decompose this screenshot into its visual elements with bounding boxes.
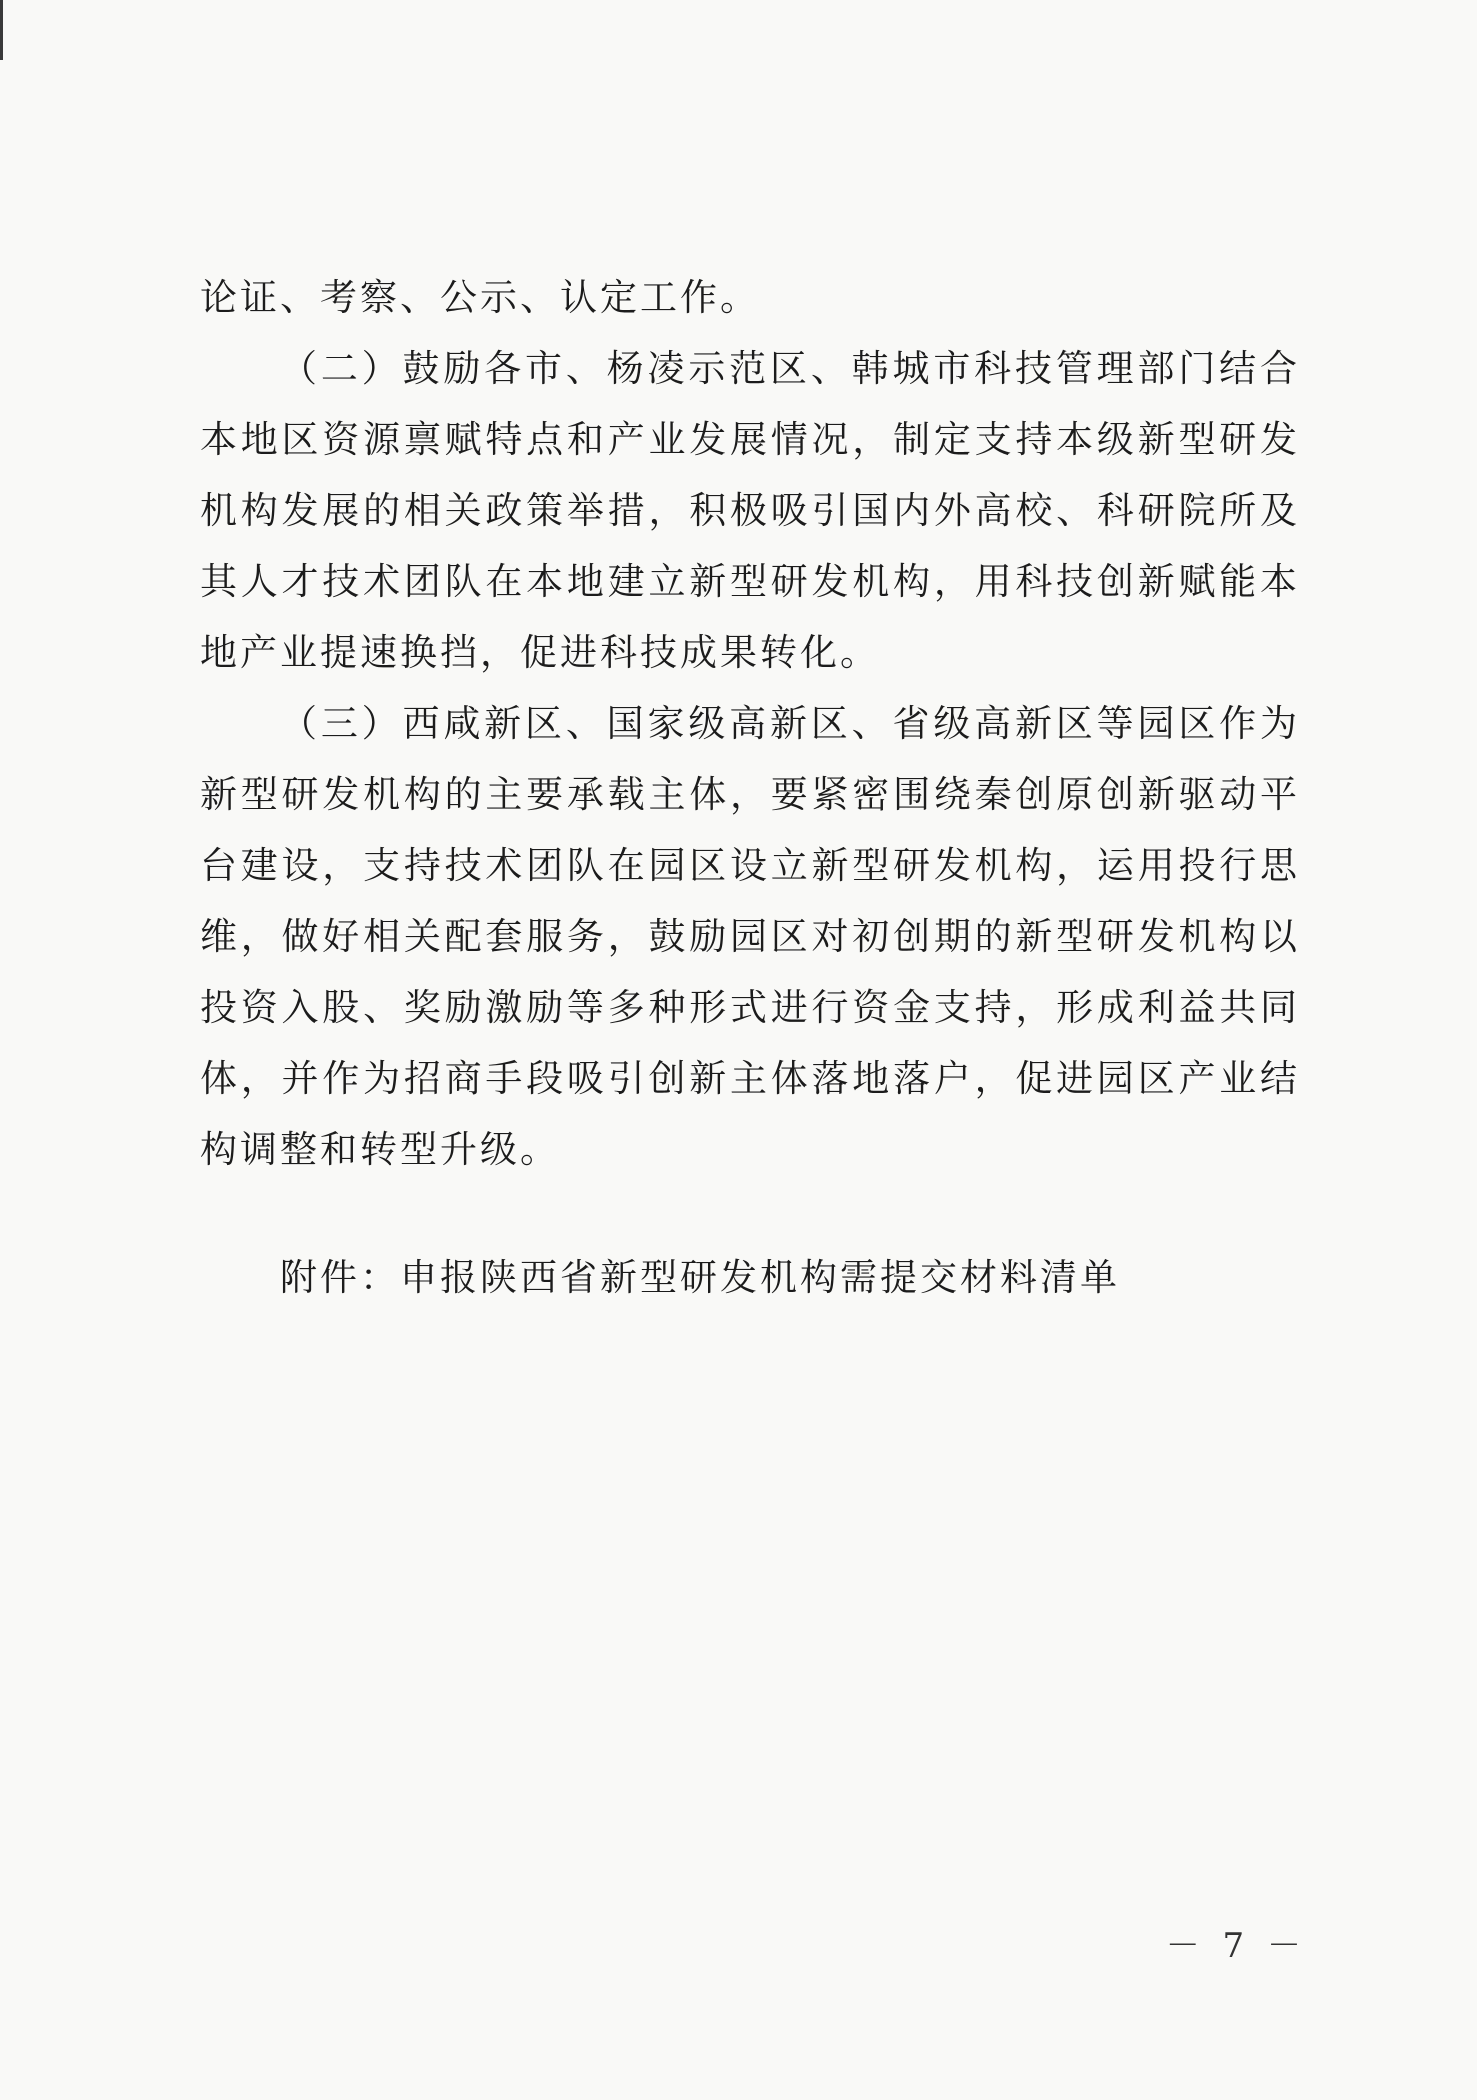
body-text [200, 262, 1300, 1185]
page-number: － 7 － [1165, 1926, 1307, 1966]
scan-edge-mark [0, 0, 3, 60]
paragraph-continuation: 论证、考察、公示、认定工作。 [200, 276, 760, 319]
paragraph-item-3: （三）西咸新区、国家级高新区、省级高新区等园区作为新型研发机构的主要承载主体，要紧密围绕秦创原创新驱动平台建设，支持技术团队在园区设立新型研发机构，运用投行思维，做好相关配套服务，鼓励园区对初创期的新型研发机构以投资入股、奖励激励等多种形式进行资金支持，形成利益共同体，并作为招商手段吸引创新主体落地落户，促进园区产业结构调整和转型升级。 [200, 702, 1300, 1171]
paragraph-item-2: （二）鼓励各市、杨凌示范区、韩城市科技管理部门结合本地区资源禀赋特点和产业发展情况，制定支持本级新型研发机构发展的相关政策举措，积极吸引国内外高校、科研院所及其人才技术团队在本地建立新型研发机构，用科技创新赋能本地产业提速换挡，促进科技成果转化。 [200, 347, 1300, 674]
attachment-line: 附件：申报陕西省新型研发机构需提交材料清单 [280, 1256, 1120, 1299]
